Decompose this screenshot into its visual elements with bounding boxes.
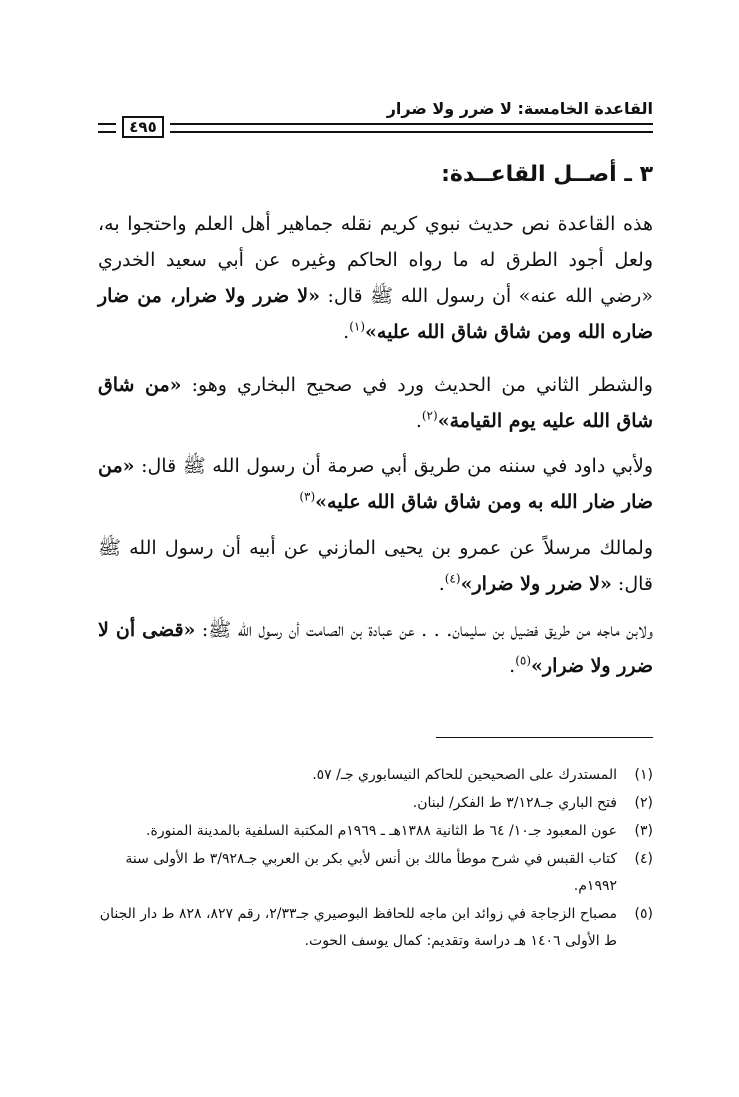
footnotes-list xyxy=(98,762,653,956)
footnote-text: المستدرك على الصحيحين للحاكم النيسابوري جـ/ ٥٧. xyxy=(312,767,617,783)
section-heading: ٣ ـ أصــل القاعــدة: xyxy=(441,162,653,187)
running-title: القاعدة الخامسة: لا ضرر ولا ضرار xyxy=(386,99,653,118)
footnote-number: (٢) xyxy=(634,795,653,811)
page-number: ٤٩٥ xyxy=(122,116,164,138)
hadith-quote: «لا ضرر ولا ضرار، من ضار ضاره الله ومن شاق شاق الله عليه» xyxy=(98,285,653,343)
hadith-quote: «من ضار ضار الله به ومن شاق شاق الله عليه» xyxy=(98,455,653,513)
header-rule-left-bottom xyxy=(98,131,116,133)
footnote-text: عون المعبود جـ١٠/ ٦٤ ط الثانية ١٣٨٨هـ ـ ١٩٦٩م المكتبة السلفية بالمدينة المنورة. xyxy=(146,823,617,839)
footnote-ref[interactable]: (٢) xyxy=(421,408,438,423)
footnote-separator xyxy=(436,737,653,738)
paragraph-2 xyxy=(98,367,653,439)
hadith-quote: «قضى أن لا ضرر ولا ضرار» xyxy=(98,619,653,677)
paragraph-4 xyxy=(98,530,653,602)
paragraph-text: ولمالك مرسلاً عن عمرو بن يحيى المازني عن أبيه أن رسول الله ﷺ قال: xyxy=(98,537,653,595)
header-rule-left-top xyxy=(98,123,116,125)
header-rule-bottom xyxy=(170,131,653,133)
footnote-text: مصباح الزجاجة في زوائد ابن ماجه للحافظ البوصيري جـ٢/٣٣، رقم ٨٢٧، ٨٢٨ ط دار الجنان ط الأولى ١٤٠٦ هـ دراسة وتقديم: كمال يوسف الحوت. xyxy=(99,906,617,949)
footnote-number: (٤) xyxy=(634,851,653,867)
footnote-text: فتح الباري جـ٣/١٢٨ ط الفكر/ لبنان. xyxy=(412,795,617,811)
footnote-item xyxy=(98,818,653,845)
footnote-item xyxy=(98,762,653,789)
footnote-number: (٥) xyxy=(634,906,653,922)
paragraph-end: . xyxy=(343,321,350,343)
hadith-quote: «من شاق شاق الله عليه يوم القيامة» xyxy=(98,374,653,432)
paragraph-end: . xyxy=(438,573,445,595)
footnote-number: (١) xyxy=(634,767,653,783)
hadith-quote: «لا ضرر ولا ضرار» xyxy=(460,573,612,595)
footnote-item xyxy=(98,901,653,955)
paragraph-text: والشطر الثاني من الحديث ورد في صحيح البخاري وهو: xyxy=(181,374,653,396)
header-rule-top xyxy=(170,123,653,125)
footnote-item xyxy=(98,846,653,900)
footnote-ref[interactable]: (٤) xyxy=(444,571,461,586)
footnote-ref[interactable]: (١) xyxy=(349,319,366,334)
footnote-text: كتاب القبس في شرح موطأ مالك بن أنس لأبي بكر بن العربي جـ٣/٩٢٨ ط الأولى سنة ١٩٩٢م. xyxy=(125,851,617,894)
footnote-number: (٣) xyxy=(634,823,653,839)
footnote-ref[interactable]: (٥) xyxy=(515,653,532,668)
paragraph-3 xyxy=(98,448,653,520)
paragraph-text: ولابن ماجه من طريق فضيل بن سليمان. . . عن عبادة بن الصامت أن رسول الله ﷺ: xyxy=(195,619,653,641)
paragraph-5 xyxy=(98,612,653,684)
paragraph-text: هذه القاعدة نص حديث نبوي كريم نقله جماهير أهل العلم واحتجوا به، ولعل أجود الطرق له ما رواه الحاكم وغيره عن أبي سعيد الخدري «رضي الله عنه» أن رسول الله ﷺ قال: xyxy=(98,213,653,307)
paragraph-text: ولأبي داود في سننه من طريق أبي صرمة أن رسول الله ﷺ قال: xyxy=(134,455,653,477)
footnote-item xyxy=(98,790,653,817)
paragraph-end: . xyxy=(415,410,422,432)
paragraph-1 xyxy=(98,206,653,350)
footnote-ref[interactable]: (٣) xyxy=(299,489,316,504)
paragraph-end: . xyxy=(509,655,516,677)
